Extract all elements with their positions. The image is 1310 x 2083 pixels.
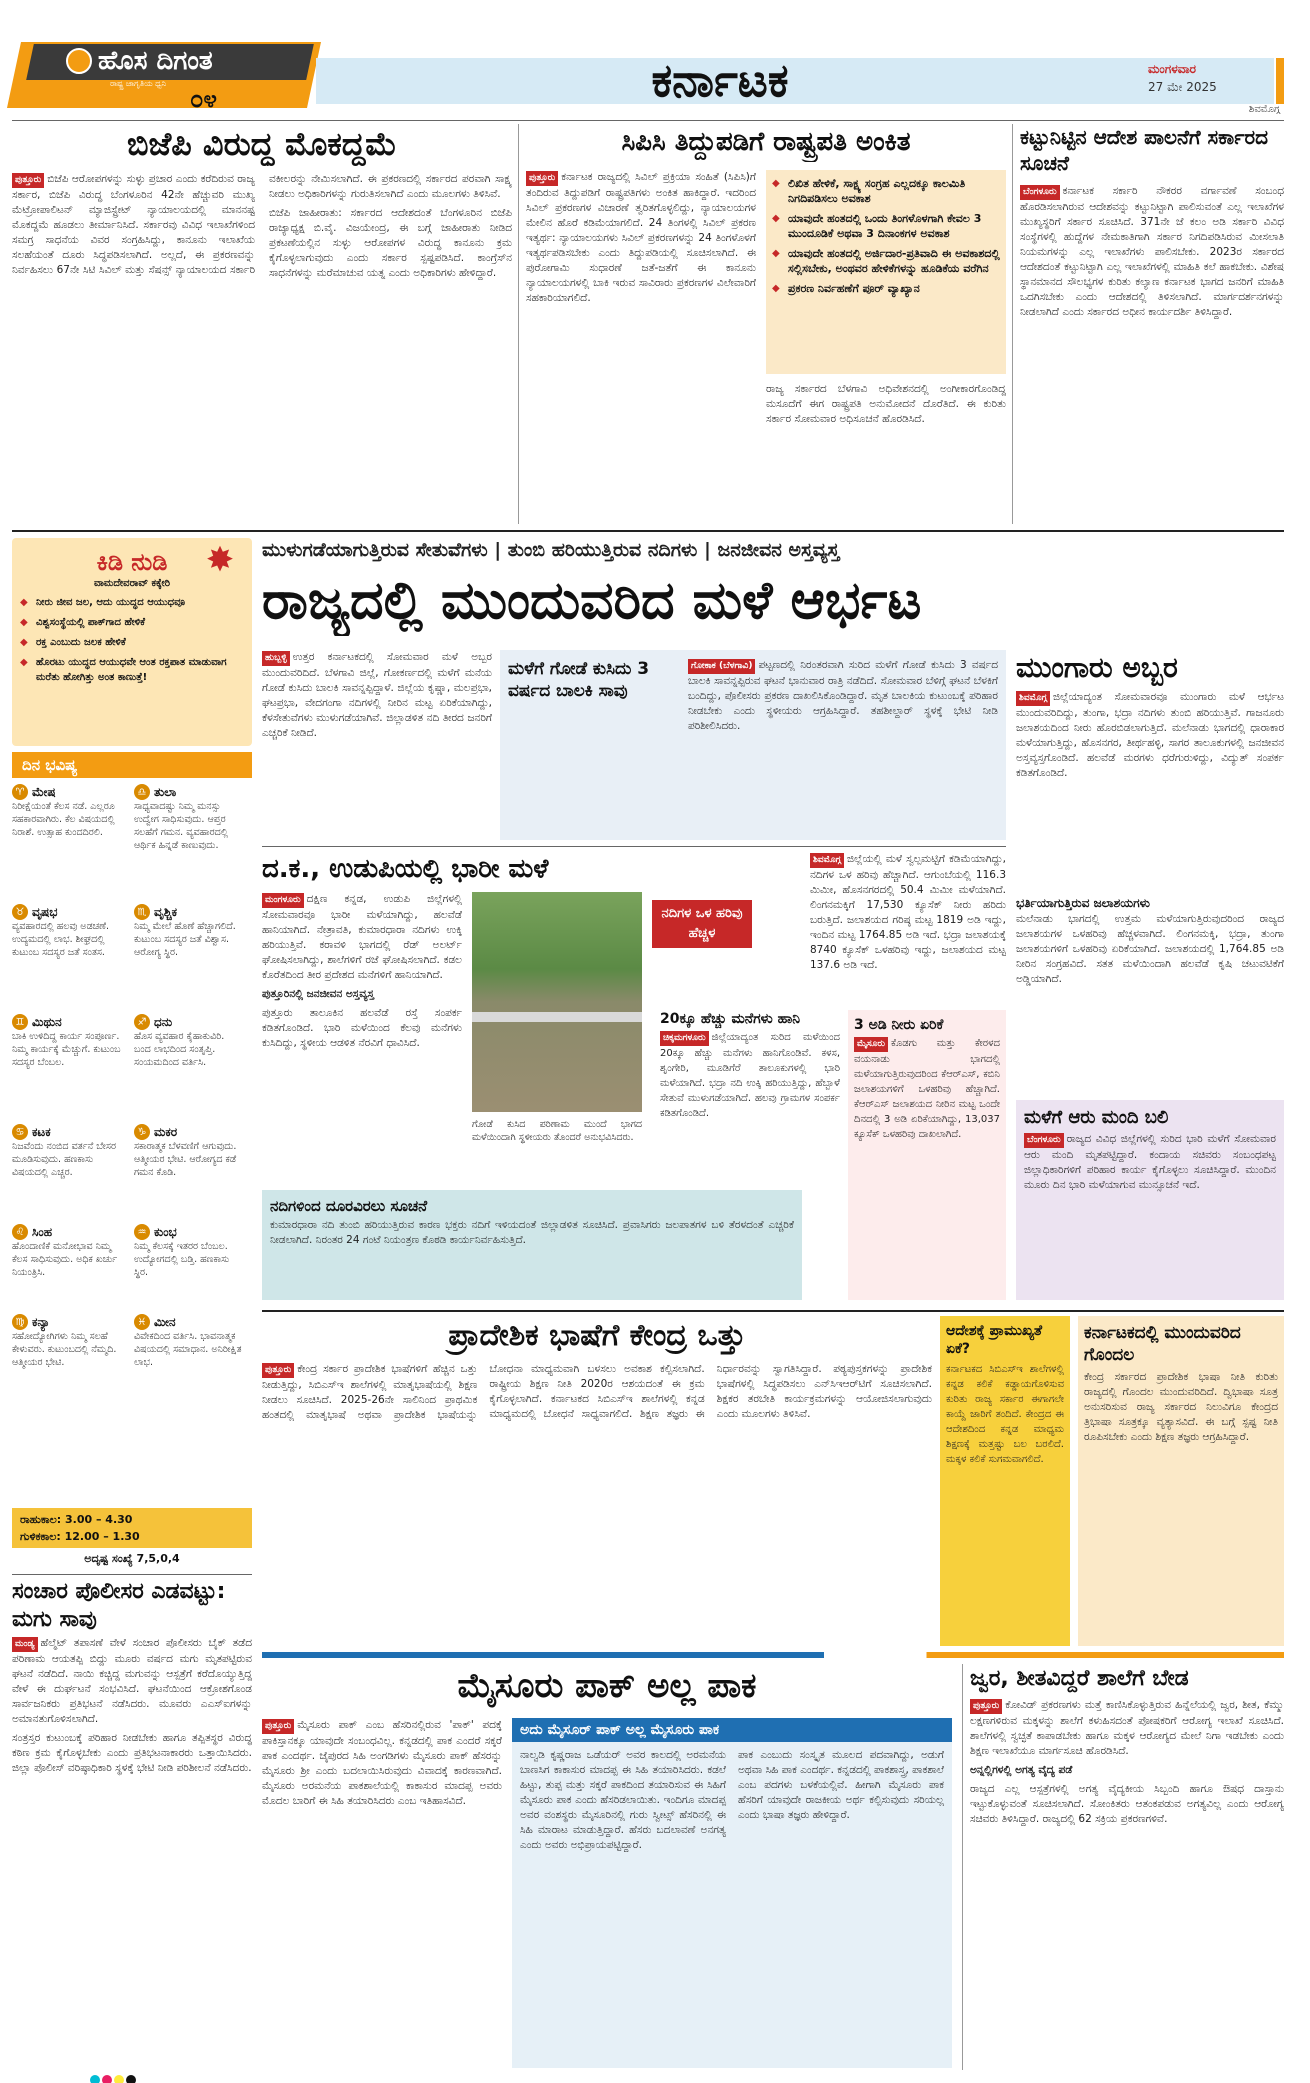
edition: ಶಿವಮೊಗ್ಗ: [1248, 104, 1280, 115]
story-bjp: [12, 124, 512, 524]
sign-mesha: ♈ ಮೇಷ ನಿರೀಕ್ಷೆಯಂತೆ ಕೆಲಸ ನಡೆ. ಎಲ್ಲರೂ ಸಹಕಾರವಾಗಿರು. ಕೆಲ ವಿಷಯದಲ್ಲಿ ನಿರಾಶೆ. ಉತ್ಸಾಹ ಕುಂದದಿರಲಿ.: [12, 784, 115, 838]
mysore-pak-box-title: ಅದು ಮೈಸೂರ್ ಪಾಕ್ ಅಲ್ಲ ಮೈಸೂರು ಪಾಕ: [512, 1718, 952, 1742]
gulikakala: ಗುಳಿಕಕಾಲ: 12.00 – 1.30: [20, 1530, 140, 1543]
traffic-body: ಮಂಡ್ಯ ಹೆಲ್ಮೆಟ್ ತಪಾಸಣೆ ವೇಳೆ ಸಂಚಾರ ಪೊಲೀಸರು ಬೈಕ್ ತಡೆದ ಪರಿಣಾಮ ಆಯತಪ್ಪಿ ಬಿದ್ದು ಮೂರು ವರ್ಷದ ಮಗು ಮೃತಪಟ್ಟಿರುವ ಘಟನೆ ನಡೆದಿದೆ. ನಾಯಿ ಕಚ್ಚಿದ್ದ ಮಗುವನ್ನು ಆಸ್ಪತ್ರೆಗೆ ಕರೆದೊಯ್ಯುತ್ತಿದ್ದ ವೇಳೆ ಈ ದುರ್ಘಟನೆ ಸಂಭವಿಸಿದೆ. ಘಟನೆಯಿಂದ ಆಕ್ರೋಶಗೊಂಡ ಸಾರ್ವಜನಿಕರು ಪ್ರತಿಭಟನೆ ನಡೆಸಿದರು. ಮೂವರು ಎಎಸ್‌ಐಗಳನ್ನು ಅಮಾನತುಗೊಳಿಸಲಾಗಿದೆ. ಸಂತ್ರಸ್ತರ ಕುಟುಂಬಕ್ಕೆ ಪರಿಹಾರ ನೀಡಬೇಕು ಹಾಗೂ ತಪ್ಪಿತಸ್ಥರ ವಿರುದ್ಧ ಕಠಿಣ ಕ್ರಮ ಕೈಗೊಳ್ಳಬೇಕು ಎಂದು ಪ್ರತಿಭಟನಾಕಾರರು ಒತ್ತಾಯಿಸಿದರು. ಜಿಲ್ಲಾ ಪೊಲೀಸ್ ವರಿಷ್ಠಾಧಿಕಾರಿ ಸ್ಥಳಕ್ಕೆ ಭೇಟಿ ನೀಡಿ ಪರಿಶೀಲನೆ ನಡೆಸಿದರು.: [12, 1637, 252, 1774]
kidi-item: ◆ ರಕ್ತ ಎಂಬುದು ಜಲಕ ಹೇಳಿಕೆ: [20, 635, 244, 650]
language-headline: ಪ್ರಾದೇಶಿಕ ಭಾಷೆಗೆ ಕೇಂದ್ರ ಒತ್ತು: [448, 1318, 746, 1353]
dateline: ಪುತ್ತೂರು: [12, 173, 44, 188]
kidi-item: ◆ ನೀರು ಜೀವ ಜಲ, ಆದು ಯುದ್ಧದ ಆಯುಧವೂ: [20, 595, 244, 610]
fever-body: ಪುತ್ತೂರು ಕೋವಿಡ್ ಪ್ರಕರಣಗಳು ಮತ್ತೆ ಕಾಣಿಸಿಕೊಳ್ಳುತ್ತಿರುವ ಹಿನ್ನೆಲೆಯಲ್ಲಿ ಜ್ವರ, ಶೀತ, ಕೆಮ್ಮು ಲಕ್ಷಣಗಳಿರುವ ಮಕ್ಕಳನ್ನು ಶಾಲೆಗೆ ಕಳುಹಿಸದಂತೆ ಪೋಷಕರಿಗೆ ಆರೋಗ್ಯ ಇಲಾಖೆ ಸೂಚಿಸಿದೆ. ಶಾಲೆಗಳಲ್ಲಿ ಸ್ವಚ್ಛತೆ ಕಾಪಾಡಬೇಕು ಹಾಗೂ ಮಕ್ಕಳ ಆರೋಗ್ಯದ ಮೇಲೆ ನಿಗಾ ಇಡಬೇಕು ಎಂದು ಶಿಕ್ಷಣ ಇಲಾಖೆಯೂ ಮಾರ್ಗಸೂಚಿ ಹೊರಡಿಸಿದೆ. ಅನ್ನಲ್ಲಿಗಳಲ್ಲಿ ಅಗತ್ಯ ವೈದ್ಯ ಪಡೆ ರಾಜ್ಯದ ಎಲ್ಲ ಆಸ್ಪತ್ರೆಗಳಲ್ಲಿ ಅಗತ್ಯ ವೈದ್ಯಕೀಯ ಸಿಬ್ಬಂದಿ ಹಾಗೂ ಔಷಧ ದಾಸ್ತಾನು ಇಟ್ಟುಕೊಳ್ಳುವಂತೆ ಸೂಚಿಸಲಾಗಿದೆ. ಸೋಂಕಿತರು ಆತಂಕಪಡುವ ಅಗತ್ಯವಿಲ್ಲ ಎಂದು ಆರೋಗ್ಯ ಸಚಿವರು ತಿಳಿಸಿದ್ದಾರೆ. ರಾಜ್ಯದಲ್ಲಿ 62 ಸಕ್ರಿಯ ಪ್ರಕರಣಗಳಿವೆ.: [970, 1699, 1284, 1825]
pisces-icon: ♓: [134, 1314, 150, 1330]
traffic-story: [12, 1578, 252, 2068]
masthead-accent-bar: [1276, 58, 1284, 104]
capricorn-icon: ♑: [134, 1124, 150, 1140]
story-cpc: [526, 124, 1006, 524]
bridge-shape: [472, 1012, 642, 1022]
river-notice-title: ನದಿಗಳಿಂದ ದೂರವಿರಲು ಸೂಚನೆ: [270, 1197, 428, 1215]
water-rise-title: 3 ಅಡಿ ನೀರು ಏರಿಕೆ: [854, 1017, 944, 1033]
spark-icon: ✸: [205, 540, 235, 580]
sign-kataka: ♋ ಕಟಕ ನಿಜವೆಂದು ನಂಬಿದ ವರ್ತನೆ ಬೇಸರ ಮೂಡಿಸುವುದು. ಹಣಕಾಸು ವಿಷಯದಲ್ಲಿ ಎಚ್ಚರ.: [12, 1124, 116, 1178]
language-sidebar-title: ಆದೇಶಕ್ಕೆ ಪ್ರಾಮುಖ್ಯತೆ ಏಕೆ?: [946, 1323, 1043, 1357]
language-sidebar-body: ಕರ್ನಾಟಕದ ಸಿಬಿಎಸ್‌ಇ ಶಾಲೆಗಳಲ್ಲಿ ಕನ್ನಡ ಕಲಿಕೆ ಕಡ್ಡಾಯಗೊಳಿಸುವ ಕುರಿತು ರಾಜ್ಯ ಸರ್ಕಾರ ಈಗಾಗಲೇ ಕಾಯ್ದೆ ಜಾರಿಗೆ ತಂದಿದೆ. ಕೇಂದ್ರದ ಈ ಆದೇಶದಿಂದ ಕನ್ನಡ ಮಾಧ್ಯಮ ಶಿಕ್ಷಣಕ್ಕೆ ಮತ್ತಷ್ಟು ಬಲ ಬರಲಿದೆ. ಮಕ್ಕಳ ಕಲಿಕೆ ಸುಗಮವಾಗಲಿದೆ.: [946, 1364, 1064, 1465]
mysore-pak-box-body: ನಾಲ್ವಡಿ ಕೃಷ್ಣರಾಜ ಒಡೆಯರ್ ಅವರ ಕಾಲದಲ್ಲಿ ಅರಮನೆಯ ಬಾಣಸಿಗ ಕಾಕಾಸುರ ಮಾದಪ್ಪ ಈ ಸಿಹಿ ತಯಾರಿಸಿದರು. ಕಡಲೆ ಹಿಟ್ಟು, ತುಪ್ಪ ಮತ್ತು ಸಕ್ಕರೆ ಪಾಕದಿಂದ ತಯಾರಿಸುವ ಈ ಸಿಹಿಗೆ ಮೈಸೂರು ಪಾಕ ಎಂದು ಹೆಸರಿಡಲಾಯಿತು. ಇಂದಿಗೂ ಮಾದಪ್ಪ ಅವರ ವಂಶಸ್ಥರು ಮೈಸೂರಿನಲ್ಲಿ ಗುರು ಸ್ವೀಟ್ಸ್ ಹೆಸರಿನಲ್ಲಿ ಈ ಸಿಹಿ ಮಾರಾಟ ಮಾಡುತ್ತಿದ್ದಾರೆ. ಹೆಸರು ಬದಲಾವಣೆ ಅನಗತ್ಯ ಎಂದು ಅವರು ಅಭಿಪ್ರಾಯಪಟ್ಟಿದ್ದಾರೆ. ಪಾಕ ಎಂಬುದು ಸಂಸ್ಕೃತ ಮೂಲದ ಪದವಾಗಿದ್ದು, ಅಡುಗೆ ಅಥವಾ ಸಿಹಿ ಪಾಕ ಎಂದರ್ಥ. ಕನ್ನಡದಲ್ಲಿ ಪಾಕಶಾಸ್ತ್ರ, ಪಾಕಶಾಲೆ ಎಂಬ ಪದಗಳು ಬಳಕೆಯಲ್ಲಿವೆ. ಹೀಗಾಗಿ ಮೈಸೂರು ಪಾಕ ಹೆಸರಿಗೆ ಯಾವುದೇ ರಾಜಕೀಯ ಅರ್ಥ ಕಲ್ಪಿಸುವುದು ಸರಿಯಲ್ಲ ಎಂದು ಭಾಷಾ ತಜ್ಞರು ಹೇಳಿದ್ದಾರೆ.: [520, 1749, 944, 1851]
language-sidebar: [940, 1316, 1070, 1646]
story-bjp-headline: ಬಿಜೆಪಿ ವಿರುದ್ಧ ಮೊಕದ್ದಮೆ: [126, 125, 398, 163]
sign-simha: ♌ ಸಿಂಹ ಹೊಂದಾಣಿಕೆ ಮನೋಭಾವ ನಿಮ್ಮ ಕೆಲಸ ಸಾಧಿಸುವುದು. ಅಧಿಕ ಖರ್ಚು ನಿಯಂತ್ರಿಸಿ.: [12, 1224, 118, 1278]
story-cpc-body-right: ರಾಜ್ಯ ಸರ್ಕಾರದ ಬೆಳಗಾವಿ ಅಧಿವೇಶನದಲ್ಲಿ ಅಂಗೀಕಾರಗೊಂಡಿದ್ದ ಮಸೂದೆಗೆ ಈಗ ರಾಷ್ಟ್ರಪತಿ ಅನುಮೋದನೆ ದೊರೆತಿದೆ. ಈ ಕುರಿತು ಸರ್ಕಾರ ಸೋಮವಾರ ಅಧಿಸೂಚನೆ ಹೊರಡಿಸಿದೆ.: [766, 383, 1006, 425]
kidi-nudi-title: ಕಿಡಿ ನುಡಿ: [96, 548, 168, 576]
inset-wall-body: ಗೋಕಾಕ (ಬೆಳಗಾವಿ) ಪಟ್ಟಣದಲ್ಲಿ ನಿರಂತರವಾಗಿ ಸುರಿದ ಮಳೆಗೆ ಗೋಡೆ ಕುಸಿದು 3 ವರ್ಷದ ಬಾಲಕಿ ಸಾವನ್ನಪ್ಪಿರುವ ಘಟನೆ ಭಾನುವಾರ ರಾತ್ರಿ ನಡೆದಿದೆ. ಸೋಮವಾರ ಬೆಳಿಗ್ಗೆ ಘಟನೆ ಬೆಳಕಿಗೆ ಬಂದಿದ್ದು, ಪೊಲೀಸರು ಪ್ರಕರಣ ದಾಖಲಿಸಿಕೊಂಡಿದ್ದಾರೆ. ಮೃತ ಬಾಲಕಿಯ ಕುಟುಂಬಕ್ಕೆ ಪರಿಹಾರ ನೀಡಬೇಕು ಎಂದು ಸ್ಥಳೀಯರು ಆಗ್ರಹಿಸಿದ್ದಾರೆ. ತಹಶೀಲ್ದಾರ್ ಸ್ಥಳಕ್ಕೆ ಭೇಟಿ ನೀಡಿ ಪರಿಶೀಲಿಸಿದರು.: [688, 659, 998, 732]
aquarius-icon: ♒: [134, 1224, 150, 1240]
sign-kumbha: ♒ ಕುಂಭ ನಿಮ್ಮ ಕೆಲಸಕ್ಕೆ ಇತರರ ಬೆಂಬಲ. ಉದ್ಯೋಗದಲ್ಲಿ ಬಡ್ತಿ. ಹಣಕಾಸು ಸ್ಥಿರ.: [134, 1224, 230, 1278]
horoscope-title: ದಿನ ಭವಿಷ್ಯ: [22, 756, 78, 774]
lucky-number: ಅದೃಷ್ಟ ಸಂಖ್ಯೆ 7,5,0,4: [84, 1552, 180, 1565]
scorpio-icon: ♏: [134, 904, 150, 920]
deaths-title: ಮಳೆಗೆ ಆರು ಮಂದಿ ಬಲಿ: [1024, 1107, 1169, 1128]
kidi-nudi-byline: ವಾಮದೇವರಾವ್ ಕಕ್ಕೇರಿ: [93, 578, 171, 589]
language-story: [262, 1316, 932, 1646]
story-order-body: ಬೆಂಗಳೂರು ಕರ್ನಾಟಕ ಸರ್ಕಾರಿ ನೌಕರರ ವರ್ಗಾವಣೆ ಸಂಬಂಧ ಹೊರಡಿಸಲಾಗಿರುವ ಆದೇಶವನ್ನು ಕಟ್ಟುನಿಟ್ಟಾಗಿ ಪಾಲಿಸುವಂತೆ ಎಲ್ಲ ಇಲಾಖೆಗಳ ಮುಖ್ಯಸ್ಥರಿಗೆ ಸರ್ಕಾರ ಸೂಚಿಸಿದೆ. 371ನೇ ಜೆ ಕಲಂ ಅಡಿ ಸರ್ಕಾರಿ ವಿವಿಧ ಸಂಸ್ಥೆಗಳಲ್ಲಿ ಹುದ್ದೆಗಳ ನೇಮಕಾತಿಗಾಗಿ ಸರ್ಕಾರ ನಿಗದಿಪಡಿಸಿರುವ ಮೀಸಲಾತಿ ನಿಯಮಗಳನ್ನು ಎಲ್ಲ ಇಲಾಖೆಗಳು ಪಾಲಿಸಬೇಕು. 2023ರ ಸರ್ಕಾರದ ಆದೇಶದಂತೆ ಕಟ್ಟುನಿಟ್ಟಾಗಿ ಎಲ್ಲ ಇಲಾಖೆಗಳಲ್ಲಿ ಮಾಹಿತಿ ಕಲೆ ಹಾಕಬೇಕು. ವಿಶೇಷ ಸ್ಥಾನಮಾನದ ಸೌಲಭ್ಯಗಳ ಕುರಿತು ಕಲ್ಯಾಣ ಕರ್ನಾಟಕ ಭಾಗದ ಜನರಿಗೆ ಮಾಹಿತಿ ಒದಗಿಸಬೇಕು ಎಂದು ಆದೇಶದಲ್ಲಿ ತಿಳಿಸಲಾಗಿದೆ. ಮಾರ್ಗದರ್ಶನಗಳನ್ನು ನೀಡಲಾಗಿದೆ ಎಂದು ಸರ್ಕಾರದ ಅಧೀನ ಕಾರ್ಯದರ್ಶಿ ತಿಳಿಸಿದ್ದಾರೆ.: [1020, 185, 1284, 318]
confusion-title: ಕರ್ನಾಟಕದಲ್ಲಿ ಮುಂದುವರಿದ ಗೊಂದಲ: [1084, 1323, 1241, 1365]
houses-damaged: [660, 1010, 840, 1300]
section-title: ಕರ್ನಾಟಕ: [651, 53, 789, 107]
mysore-pak-body: ಪುತ್ತೂರು ಮೈಸೂರು ಪಾಕ್ ಎಂಬ ಹೆಸರಿನಲ್ಲಿರುವ 'ಪಾಕ್' ಪದಕ್ಕೆ ಪಾಕಿಸ್ತಾನಕ್ಕೂ ಯಾವುದೇ ಸಂಬಂಧವಿಲ್ಲ. ಕನ್ನಡದಲ್ಲಿ ಪಾಕ ಎಂದರೆ ಸಕ್ಕರೆ ಪಾಕ ಎಂದರ್ಥ. ಜೈಪುರದ ಸಿಹಿ ಅಂಗಡಿಗಳು ಮೈಸೂರು ಪಾಕ್ ಹೆಸರನ್ನು ಮೈಸೂರು ಶ್ರೀ ಎಂದು ಬದಲಾಯಿಸಿರುವುದು ವಿವಾದಕ್ಕೆ ಕಾರಣವಾಗಿದೆ. ಮೈಸೂರು ಅರಮನೆಯ ಪಾಕಶಾಲೆಯಲ್ಲಿ ಕಾಕಾಸುರ ಮಾದಪ್ಪ ಅವರು ಮೊದಲ ಬಾರಿಗೆ ಈ ಸಿಹಿ ತಯಾರಿಸಿದರು ಎಂಬ ಇತಿಹಾಸವಿದೆ.: [262, 1719, 502, 1807]
horoscope-grid: [12, 784, 252, 1374]
sign-kanya: ♍ ಕನ್ಯಾ ಸಹೋದ್ಯೋಗಿಗಳು ನಿಮ್ಮ ಸಲಹೆ ಕೇಳುವರು. ಕುಟುಂಬದಲ್ಲಿ ನೆಮ್ಮದಿ. ಆತ್ಮೀಯರ ಭೇಟಿ.: [12, 1314, 117, 1368]
cpc-highlight: ◆ ಲಿಖಿತ ಹೇಳಿಕೆ, ಸಾಕ್ಷ್ಯ ಸಂಗ್ರಹ ಎಲ್ಲದಕ್ಕೂ ಕಾಲಮಿತಿ ನಿಗದಿಪಡಿಸಲು ಅವಕಾಶ: [772, 176, 1000, 206]
kidi-item: ◆ ವಿಶ್ವಸಂಸ್ಥೆಯಲ್ಲಿ ಪಾಕ್‌ಗಾದ ಹೇಳಿಕೆ: [20, 615, 244, 630]
traffic-headline: ಸಂಚಾರ ಪೊಲೀಸರ ಎಡವಟ್ಟು: ಮಗು ಸಾವು: [12, 1579, 226, 1632]
horoscope-header: [12, 752, 252, 778]
story-bjp-body: ಪುತ್ತೂರು ಬಿಜೆಪಿ ಆರೋಪಗಳನ್ನು ಸುಳ್ಳು ಪ್ರಚಾರ ಎಂದು ಕರೆದಿರುವ ರಾಜ್ಯ ಸರ್ಕಾರ, ಬಿಜೆಪಿ ವಿರುದ್ಧ ಬೆಂಗಳೂರಿನ 42ನೇ ಹೆಚ್ಚುವರಿ ಮುಖ್ಯ ಮೆಟ್ರೋಪಾಲಿಟನ್ ಮ್ಯಾಜಿಸ್ಟ್ರೇಟ್ ನ್ಯಾಯಾಲಯದಲ್ಲಿ ಮಾನನಷ್ಟ ಮೊಕದ್ದಮೆ ಹೂಡಲು ತೀರ್ಮಾನಿಸಿದೆ. ಸರ್ಕಾರವು ವಿವಿಧ ಇಲಾಖೆಗಳಿಂದ ಸಮಗ್ರ ಸಾಧನೆಯ ವಿವರ ಸಂಗ್ರಹಿಸಿದ್ದು, ಕಾನೂನು ಇಲಾಖೆಯ ಸಲಹೆಯಂತೆ ದೂರು ಸಿದ್ಧಪಡಿಸಲಾಗಿದೆ. ಅಲ್ಲದೆ, ಈ ಪ್ರಕರಣವನ್ನು ನಿರ್ವಹಿಸಲು 67ನೇ ಸಿಟಿ ಸಿವಿಲ್ ಮತ್ತು ಸೆಷನ್ಸ್ ನ್ಯಾಯಾಲಯದ ಸರ್ಕಾರಿ ವಕೀಲರನ್ನು ನೇಮಿಸಲಾಗಿದೆ. ಈ ಪ್ರಕರಣದಲ್ಲಿ ಸರ್ಕಾರದ ಪರವಾಗಿ ಸಾಕ್ಷ್ಯ ನೀಡಲು ಅಧಿಕಾರಿಗಳನ್ನು ಗುರುತಿಸಲಾಗಿದೆ ಎಂದು ಮೂಲಗಳು ತಿಳಿಸಿವೆ. ಬಿಜೆಪಿ ಜಾಹೀರಾತು: ಸರ್ಕಾರದ ಆದೇಶದಂತೆ ಬೆಂಗಳೂರಿನ ಬಿಜೆಪಿ ರಾಜ್ಯಾಧ್ಯಕ್ಷ ಬಿ.ವೈ. ವಿಜಯೇಂದ್ರ, ಈ ಬಗ್ಗೆ ಜಾಹೀರಾತು ನೀಡಿದ ಪ್ರಕಟಣೆಯಲ್ಲಿನ ಸುಳ್ಳು ಆರೋಪಗಳ ವಿರುದ್ಧ ಕಾನೂನು ಕ್ರಮ ಕೈಗೊಳ್ಳಲಾಗುವುದು ಎಂದು ಸರ್ಕಾರ ಸ್ಪಷ್ಟಪಡಿಸಿದೆ. ಕಾಂಗ್ರೆಸ್‌ನ ಸಾಧನೆಗಳನ್ನು ಮರೆಮಾಚುವ ಯತ್ನ ಎಂದು ಅಧಿಕಾರಿಗಳು ಹೇಳಿದ್ದಾರೆ.: [12, 173, 512, 279]
cpc-highlight: ◆ ಯಾವುದೇ ಹಂತದಲ್ಲಿ ಅರ್ಜಿದಾರ-ಪ್ರತಿವಾದಿ ಈ ಅವಕಾಶದಲ್ಲಿ ಸಲ್ಲಿಸಬೇಕು, ಅಂಥವರ ಹೇಳಿಕೆಗಳನ್ನು ಹೂಡಿಕೆಯ ವರೆಗಿನ: [772, 246, 1000, 276]
sign-makara: ♑ ಮಕರ ಸಕಾರಾತ್ಮಕ ಬೆಳವಣಿಗೆ ಆಗುವುದು. ಆತ್ಮೀಯರ ಭೇಟಿ. ಆರೋಗ್ಯದ ಕಡೆ ಗಮನ ಕೊಡಿ.: [134, 1124, 237, 1178]
cpc-highlights-box: [766, 170, 1006, 374]
water-rise-box: [848, 1010, 1006, 1300]
sign-meena: ♓ ಮೀನ ವಿವೇಕದಿಂದ ವರ್ತಿಸಿ. ಭಾವನಾತ್ಮಕ ವಿಷಯದಲ್ಲಿ ಸಮಾಧಾನ. ಅನಿರೀಕ್ಷಿತ ಲಾಭ.: [134, 1314, 242, 1368]
inset-wall-title: ಮಳೆಗೆ ಗೋಡೆ ಕುಸಿದು 3 ವರ್ಷದ ಬಾಲಕಿ ಸಾವು: [508, 659, 650, 701]
gemini-icon: ♊: [12, 1014, 28, 1030]
logo-text: ಹೊಸ ದಿಗಂತ: [98, 46, 213, 76]
logo-emblem-icon: [66, 48, 92, 74]
sign-vrishabha: ♉ ವೃಷಭ ವ್ಯವಹಾರದಲ್ಲಿ ಹಲವು ಅಡಚಣೆ. ಉದ್ಯಮದಲ್ಲಿ ಲಾಭ. ಶೀಘ್ರದಲ್ಲಿ ಕುಟುಂಬ ಸದಸ್ಯರ ಜತೆ ಸಂತಸ.: [12, 904, 110, 958]
confusion-box: [1078, 1316, 1284, 1646]
monsoon-story: [1016, 650, 1284, 1080]
kidi-item: ◆ ಹೊರಟು ಯುದ್ಧದ ಆಯುಧವೇ ಆಂತ ರಕ್ತಪಾತ ಮಾಡುವಾಗ ಮರೆತು ಹೋಗಿತ್ತು ಅಂತ ಕಾಣುತ್ತೆ!: [20, 655, 244, 685]
shivamogga-body: ಶಿವಮೊಗ್ಗ ಜಿಲ್ಲೆಯಲ್ಲಿ ಮಳೆ ಸ್ವಲ್ಪಮಟ್ಟಿಗೆ ಕಡಿಮೆಯಾಗಿದ್ದು, ನದಿಗಳ ಒಳ ಹರಿವು ಹೆಚ್ಚಾಗಿದೆ. ಆಗುಂಬೆಯಲ್ಲಿ 116.3 ಮಿಮೀ, ಹೊಸನಗರದಲ್ಲಿ 50.4 ಮಿಮೀ ಮಳೆಯಾಗಿದೆ. ಲಿಂಗನಮಕ್ಕಿಗೆ 17,530 ಕ್ಯೂಸೆಕ್ ನೀರು ಹರಿದು ಬರುತ್ತಿದೆ. ಜಲಾಶಯದ ಗರಿಷ್ಠ ಮಟ್ಟ 1819 ಅಡಿ ಇದ್ದು, ಇಂದಿನ ಮಟ್ಟ 1764.85 ಅಡಿ ಇದೆ. ಭದ್ರಾ ಜಲಾಶಯಕ್ಕೆ 8740 ಕ್ಯೂಸೆಕ್ ಒಳಹರಿವು ಇದ್ದು, ಜಲಾಶಯದ ಮಟ್ಟ 137.6 ಅಡಿ ಇದೆ.: [810, 853, 1006, 971]
mysore-pak-box: [512, 1718, 952, 2068]
aries-icon: ♈: [12, 784, 28, 800]
monsoon-title: ಮುಂಗಾರು ಅಬ್ಬರ: [1016, 651, 1178, 684]
inflow-badge: [652, 900, 752, 948]
color-strip: [262, 1652, 1284, 1658]
lead-strap: ಮುಳುಗಡೆಯಾಗುತ್ತಿರುವ ಸೇತುವೆಗಳು | ತುಂಬಿ ಹರಿಯುತ್ತಿರುವ ನದಿಗಳು | ಜನಜೀವನ ಅಸ್ತವ್ಯಸ್ತ: [262, 539, 840, 561]
story-cpc-headline: ಸಿಪಿಸಿ ತಿದ್ದುಪಡಿಗೆ ರಾಷ್ಟ್ರಪತಿ ಅಂಕಿತ: [621, 127, 911, 157]
page-number: ೦೪: [190, 85, 217, 113]
story-order-headline: ಕಟ್ಟುನಿಟ್ಟಿನ ಆದೇಶ ಪಾಲನೆಗೆ ಸರ್ಕಾರದ ಸೂಚನೆ: [1020, 125, 1269, 175]
mysore-pak-story: [262, 1664, 952, 2070]
masthead: [0, 0, 1310, 118]
sagittarius-icon: ♐: [134, 1014, 150, 1030]
sign-vrischika: ♏ ವೃಶ್ಚಿಕ ನಿಮ್ಮ ಮೇಲೆ ಹೊಣೆ ಹೆಚ್ಚಾಗಲಿದೆ. ಕುಟುಂಬ ಸದಸ್ಯರ ಜತೆ ವಿಶ್ವಾಸ. ಆರೋಗ್ಯ ಸ್ಥಿರ.: [134, 904, 236, 958]
udupi-body: ಮಂಗಳೂರು ದಕ್ಷಿಣ ಕನ್ನಡ, ಉಡುಪಿ ಜಿಲ್ಲೆಗಳಲ್ಲಿ ಸೋಮವಾರವೂ ಭಾರೀ ಮಳೆಯಾಗಿದ್ದು, ಹಲವೆಡೆ ಹಾನಿಯಾಗಿದೆ. ನೇತ್ರಾವತಿ, ಕುಮಾರಧಾರಾ ನದಿಗಳು ಉಕ್ಕಿ ಹರಿಯುತ್ತಿವೆ. ಕರಾವಳಿ ಭಾಗದಲ್ಲಿ ರೆಡ್ ಅಲರ್ಟ್ ಘೋಷಿಸಲಾಗಿದ್ದು, ಶಾಲೆಗಳಿಗೆ ರಜೆ ಘೋಷಿಸಲಾಗಿದೆ. ಕಡಲ ಕೊರೆತದಿಂದ ತೀರ ಪ್ರದೇಶದ ಮನೆಗಳಿಗೆ ಹಾನಿಯಾಗಿದೆ. ಪುತ್ತೂರಿನಲ್ಲಿ ಜನಜೀವನ ಅಸ್ತವ್ಯಸ್ತ ಪುತ್ತೂರು ತಾಲೂಕಿನ ಹಲವೆಡೆ ರಸ್ತೆ ಸಂಪರ್ಕ ಕಡಿತಗೊಂಡಿದೆ. ಭಾರಿ ಮಳೆಯಿಂದ ಕೆಲವು ಮನೆಗಳು ಕುಸಿದಿದ್ದು, ಸ್ಥಳೀಯ ಆಡಳಿತ ನೆರವಿಗೆ ಧಾವಿಸಿದೆ.: [262, 893, 462, 1049]
reservoirs-subhead: ಭರ್ತಿಯಾಗುತ್ತಿರುವ ಜಲಾಶಯಗಳು: [1016, 896, 1150, 910]
rahukala-box: [12, 1508, 252, 1548]
weekday: ಮಂಗಳವಾರ: [1148, 62, 1197, 76]
cancer-icon: ♋: [12, 1124, 28, 1140]
river-notice-body: ಕುಮಾರಧಾರಾ ನದಿ ತುಂಬಿ ಹರಿಯುತ್ತಿರುವ ಕಾರಣ ಭಕ್ತರು ನದಿಗೆ ಇಳಿಯದಂತೆ ಜಿಲ್ಲಾಡಳಿತ ಸೂಚಿಸಿದೆ. ಪ್ರವಾಸಿಗರು ಜಲಪಾತಗಳ ಬಳಿ ತೆರಳದಂತೆ ಎಚ್ಚರಿಕೆ ನೀಡಲಾಗಿದೆ. ನಿರಂತರ 24 ಗಂಟೆ ನಿಯಂತ್ರಣ ಕೊಠಡಿ ಕಾರ್ಯನಿರ್ವಹಿಸುತ್ತಿದೆ.: [270, 1219, 794, 1246]
lead-headline: ರಾಜ್ಯದಲ್ಲಿ ಮುಂದುವರಿದ ಮಳೆ ಆರ್ಭಟ: [262, 571, 922, 631]
language-body: ಪುತ್ತೂರು ಕೇಂದ್ರ ಸರ್ಕಾರ ಪ್ರಾದೇಶಿಕ ಭಾಷೆಗಳಿಗೆ ಹೆಚ್ಚಿನ ಒತ್ತು ನೀಡುತ್ತಿದ್ದು, ಸಿಬಿಎಸ್‌ಇ ಶಾಲೆಗಳಲ್ಲಿ ಮಾತೃಭಾಷೆಯಲ್ಲಿ ಶಿಕ್ಷಣ ನೀಡಲು ಸೂಚಿಸಿದೆ. 2025-26ನೇ ಸಾಲಿನಿಂದ ಪ್ರಾಥಮಿಕ ಹಂತದಲ್ಲಿ ಮಾತೃಭಾಷೆ ಅಥವಾ ಪ್ರಾದೇಶಿಕ ಭಾಷೆಯನ್ನು ಬೋಧನಾ ಮಾಧ್ಯಮವಾಗಿ ಬಳಸಲು ಅವಕಾಶ ಕಲ್ಪಿಸಲಾಗಿದೆ. ರಾಷ್ಟ್ರೀಯ ಶಿಕ್ಷಣ ನೀತಿ 2020ರ ಆಶಯದಂತೆ ಈ ಕ್ರಮ ಕೈಗೊಳ್ಳಲಾಗಿದೆ. ಕರ್ನಾಟಕದ ಸಿಬಿಎಸ್‌ಇ ಶಾಲೆಗಳಲ್ಲಿ ಕನ್ನಡ ಮಾಧ್ಯಮದಲ್ಲಿ ಬೋಧನೆ ಸಾಧ್ಯವಾಗಲಿದೆ. ಶಿಕ್ಷಣ ತಜ್ಞರು ಈ ನಿರ್ಧಾರವನ್ನು ಸ್ವಾಗತಿಸಿದ್ದಾರೆ. ಪಠ್ಯಪುಸ್ತಕಗಳನ್ನು ಪ್ರಾದೇಶಿಕ ಭಾಷೆಗಳಲ್ಲಿ ಸಿದ್ಧಪಡಿಸಲು ಎನ್‌ಸಿಇಆರ್‌ಟಿಗೆ ಸೂಚಿಸಲಾಗಿದೆ. ಶಿಕ್ಷಕರ ತರಬೇತಿ ಕಾರ್ಯಕ್ರಮಗಳನ್ನು ಆಯೋಜಿಸಲಾಗುವುದು ಎಂದು ಮೂಲಗಳು ತಿಳಿಸಿವೆ.: [262, 1363, 932, 1421]
story-cpc-body-left: ಪುತ್ತೂರು ಕರ್ನಾಟಕ ರಾಜ್ಯದಲ್ಲಿ ಸಿವಿಲ್ ಪ್ರಕ್ರಿಯಾ ಸಂಹಿತೆ (ಸಿಪಿಸಿ)ಗೆ ತಂದಿರುವ ತಿದ್ದುಪಡಿಗೆ ರಾಷ್ಟ್ರಪತಿಗಳು ಅಂಕಿತ ಹಾಕಿದ್ದಾರೆ. ಇದರಿಂದ ಸಿವಿಲ್ ಪ್ರಕರಣಗಳ ವಿಚಾರಣೆ ತ್ವರಿತಗೊಳ್ಳಲಿದ್ದು, ನ್ಯಾಯಾಲಯಗಳ ಮೇಲಿನ ಹೊರೆ ಕಡಿಮೆಯಾಗಲಿದೆ. 24 ತಿಂಗಳಲ್ಲಿ ಸಿವಿಲ್ ಪ್ರಕರಣ ಇತ್ಯರ್ಥ: ನ್ಯಾಯಾಲಯಗಳು ಸಿವಿಲ್ ಪ್ರಕರಣಗಳನ್ನು 24 ತಿಂಗಳೊಳಗೆ ಇತ್ಯರ್ಥಪಡಿಸಬೇಕು ಎಂದು ತಿದ್ದುಪಡಿಯಲ್ಲಿ ಸೂಚಿಸಲಾಗಿದೆ. ಈ ಪುರೋಗಾಮಿ ಸುಧಾರಣೆ ಜತೆ-ಜತೆಗೆ ಈ ಕಾನೂನು ನ್ಯಾಯಾಲಯಗಳಲ್ಲಿ ಬಾಕಿ ಇರುವ ಸಾವಿರಾರು ಪ್ರಕರಣಗಳ ವಿಲೇವಾರಿಗೆ ಸಹಕಾರಿಯಾಗಲಿದೆ.: [526, 171, 756, 304]
houses-title: 20ಕ್ಕೂ ಹೆಚ್ಚು ಮನೆಗಳು ಹಾನಿ: [660, 1011, 801, 1027]
water-rise-body: ಮೈಸೂರು ಕೊಡಗು ಮತ್ತು ಕೇರಳದ ವಯನಾಡು ಭಾಗದಲ್ಲಿ ಮಳೆಯಾಗುತ್ತಿರುವುದರಿಂದ ಕೆಆರ್‌ಎಸ್, ಕಬಿನಿ ಜಲಾಶಯಗಳಿಗೆ ಒಳಹರಿವು ಹೆಚ್ಚಾಗಿದೆ. ಕೆಆರ್‌ಎಸ್ ಜಲಾಶಯದ ನೀರಿನ ಮಟ್ಟ ಒಂದೇ ದಿನದಲ್ಲಿ 3 ಅಡಿ ಏರಿಕೆಯಾಗಿದ್ದು, 13,037 ಕ್ಯೂಸೆಕ್ ಒಳಹರಿವು ದಾಖಲಾಗಿದೆ.: [854, 1038, 1000, 1140]
monsoon-body: ಶಿವಮೊಗ್ಗ ಜಿಲ್ಲೆಯಾದ್ಯಂತ ಸೋಮವಾರವೂ ಮುಂಗಾರು ಮಳೆ ಆರ್ಭಟ ಮುಂದುವರಿದಿದ್ದು, ತುಂಗಾ, ಭದ್ರಾ ನದಿಗಳು ತುಂಬಿ ಹರಿಯುತ್ತಿವೆ. ಗಾಜನೂರು ಜಲಾಶಯದಿಂದ ನೀರು ಹೊರಬಿಡಲಾಗುತ್ತಿದೆ. ಮಲೆನಾಡು ಭಾಗದಲ್ಲಿ ಧಾರಾಕಾರ ಮಳೆಯಾಗುತ್ತಿದ್ದು, ಹೊಸನಗರ, ತೀರ್ಥಹಳ್ಳಿ, ಸಾಗರ ತಾಲೂಕುಗಳಲ್ಲಿ ಜನಜೀವನ ಅಸ್ತವ್ಯಸ್ತಗೊಂಡಿದೆ. ಹಲವೆಡೆ ಮರಗಳು ಧರೆಗುರುಳಿದ್ದು, ವಿದ್ಯುತ್ ಸಂಪರ್ಕ ಕಡಿತಗೊಂಡಿದೆ.: [1016, 691, 1284, 779]
sign-mithuna: ♊ ಮಿಥುನ ಬಾಕಿ ಉಳಿದಿದ್ದ ಕಾರ್ಯ ಸಂಪೂರ್ಣ. ನಿಮ್ಮ ಕಾರ್ಯಕ್ಕೆ ಮೆಚ್ಚುಗೆ. ಕುಟುಂಬ ಸದಸ್ಯರ ಬೆಂಬಲ.: [12, 1014, 121, 1068]
inset-wall-collapse: [500, 650, 1006, 840]
fever-story: [970, 1664, 1284, 2070]
rahukala: ರಾಹುಕಾಲ: 3.00 – 4.30: [20, 1513, 133, 1526]
reservoirs-body: ಮಲೆನಾಡು ಭಾಗದಲ್ಲಿ ಉತ್ತಮ ಮಳೆಯಾಗುತ್ತಿರುವುದರಿಂದ ರಾಜ್ಯದ ಜಲಾಶಯಗಳ ಒಳಹರಿವು ಹೆಚ್ಚಳವಾಗಿದೆ. ಲಿಂಗನಮಕ್ಕಿ, ಭದ್ರಾ, ತುಂಗಾ ಜಲಾಶಯಗಳಿಗೆ ಒಳಹರಿವು ಏರಿಕೆಯಾಗಿದೆ. ಜಲಾಶಯದಲ್ಲಿ 1,764.85 ಅಡಿ ನೀರಿನ ಸಂಗ್ರಹವಿದೆ. ಸತತ ಮಳೆಯಿಂದಾಗಿ ಹಲವೆಡೆ ಕೃಷಿ ಚಟುವಟಿಕೆಗೆ ಅಡ್ಡಿಯಾಗಿದೆ.: [1016, 913, 1284, 985]
logo-tagline: ರಾಷ್ಟ್ರ ಜಾಗೃತಿಯ ಧ್ವನಿ: [110, 79, 167, 88]
story-order: [1020, 124, 1284, 524]
houses-body: ಚಿಕ್ಕಮಗಳೂರು ಜಿಲ್ಲೆಯಾದ್ಯಂತ ಸುರಿದ ಮಳೆಯಿಂದ 20ಕ್ಕೂ ಹೆಚ್ಚು ಮನೆಗಳು ಹಾನಿಗೊಂಡಿವೆ. ಕಳಸ, ಶೃಂಗೇರಿ, ಮೂಡಿಗೆರೆ ತಾಲೂಕುಗಳಲ್ಲಿ ಭಾರಿ ಮಳೆಯಾಗಿದೆ. ಭದ್ರಾ ನದಿ ಉಕ್ಕಿ ಹರಿಯುತ್ತಿದ್ದು, ಹೆಬ್ಬಾಳೆ ಸೇತುವೆ ಮುಳುಗಡೆಯಾಗಿದೆ. ಹಲವು ಗ್ರಾಮಗಳ ಸಂಪರ್ಕ ಕಡಿತಗೊಂಡಿದೆ.: [660, 1032, 840, 1119]
cpc-highlight: ◆ ಯಾವುದೇ ಹಂತದಲ್ಲಿ ಒಂದು ತಿಂಗಳೊಳಗಾಗಿ ಕೇವಲ 3 ಮುಂದೂಡಿಕೆ ಅಥವಾ 3 ದಿನಾಂಕಗಳ ಅವಕಾಶ: [772, 211, 1000, 241]
confusion-body: ಕೇಂದ್ರ ಸರ್ಕಾರದ ಪ್ರಾದೇಶಿಕ ಭಾಷಾ ನೀತಿ ಕುರಿತು ರಾಜ್ಯದಲ್ಲಿ ಗೊಂದಲ ಮುಂದುವರಿದಿದೆ. ದ್ವಿಭಾಷಾ ಸೂತ್ರ ಅನುಸರಿಸುವ ರಾಜ್ಯ ಸರ್ಕಾರದ ನಿಲುವಿಗೂ ಕೇಂದ್ರದ ತ್ರಿಭಾಷಾ ಸೂತ್ರಕ್ಕೂ ವ್ಯತ್ಯಾಸವಿದೆ. ಈ ಬಗ್ಗೆ ಸ್ಪಷ್ಟ ನೀತಿ ರೂಪಿಸಬೇಕು ಎಂದು ಶಿಕ್ಷಣ ತಜ್ಞರು ಆಗ್ರಹಿಸಿದ್ದಾರೆ.: [1084, 1371, 1278, 1443]
leo-icon: ♌: [12, 1224, 28, 1240]
sign-dhanu: ♐ ಧನು ಹೊಸ ವ್ಯವಹಾರ ಕೈಹಾಕುವಿರಿ. ಬಂದ ಲಾಭದಿಂದ ಸಂತೃಪ್ತಿ. ಸಂಯಮದಿಂದ ವರ್ತಿಸಿ.: [134, 1014, 225, 1068]
lead-col1: ಹುಬ್ಬಳ್ಳಿ ಉತ್ತರ ಕರ್ನಾಟಕದಲ್ಲಿ ಸೋಮವಾರ ಮಳೆ ಅಬ್ಬರ ಮುಂದುವರಿದಿದೆ. ಬೆಳಗಾವಿ ಜಿಲ್ಲೆ, ಗೋಕರ್ಣದಲ್ಲಿ ಮಳೆಗೆ ಮನೆಯ ಗೋಡೆ ಕುಸಿದು ಬಾಲಕಿ ಸಾವನ್ನಪ್ಪಿದ್ದಾಳೆ. ಜಿಲ್ಲೆಯ ಕೃಷ್ಣಾ, ಮಲಪ್ರಭಾ, ಘಟಪ್ರಭಾ, ವೇದಗಂಗಾ ನದಿಗಳಲ್ಲಿ ನೀರಿನ ಮಟ್ಟ ಏರಿಕೆಯಾಗಿದ್ದು, ಕೆಳಸೇತುವೆಗಳು ಮುಳುಗಡೆಯಾಗಿವೆ. ಜಿಲ್ಲಾಡಳಿತ ನದಿ ತೀರದ ಜನರಿಗೆ ಎಚ್ಚರಿಕೆ ನೀಡಿದೆ.: [262, 651, 492, 739]
photo-caption: ಗೋಡೆ ಕುಸಿದ ಪರಿಣಾಮ ಮುಂದೆ ಭಾಗದ ಮಳೆಯಿಂದಾಗಿ ಸ್ಥಳೀಯರು ತೊಂದರೆ ಅನುಭವಿಸಿದರು.: [472, 1119, 642, 1143]
fever-headline: ಜ್ವರ, ಶೀತವಿದ್ದರೆ ಶಾಲೆಗೆ ಬೇಡ: [970, 1666, 1189, 1691]
sign-tula: ♎ ತುಲಾ ಸಾಧ್ಯವಾದಷ್ಟು ನಿಮ್ಮ ಮನಸ್ಸು ಉದ್ವೇಗ ಸಾಧಿಸುವುದು. ಆಪ್ತರ ಸಲಹೆಗೆ ಗಮನ. ವ್ಯವಹಾರದಲ್ಲಿ ಆರ್ಥಿಕ ಹಿನ್ನಡೆ ಕಾಣುವುದು.: [134, 784, 228, 851]
udupi-title: ದ.ಕ., ಉಡುಪಿಯಲ್ಲಿ ಭಾರೀ ಮಳೆ: [262, 854, 549, 884]
deaths-box: [1016, 1100, 1284, 1300]
flood-photo: [472, 892, 642, 1112]
date: 27 ಮೇ 2025: [1148, 80, 1217, 94]
virgo-icon: ♍: [12, 1314, 28, 1330]
registration-marks: [90, 2070, 1240, 2082]
deaths-body: ಬೆಂಗಳೂರು ರಾಜ್ಯದ ವಿವಿಧ ಜಿಲ್ಲೆಗಳಲ್ಲಿ ಸುರಿದ ಭಾರಿ ಮಳೆಗೆ ಸೋಮವಾರ ಆರು ಮಂದಿ ಮೃತಪಟ್ಟಿದ್ದಾರೆ. ಕಂದಾಯ ಸಚಿವರು ಸಂಬಂಧಪಟ್ಟ ಜಿಲ್ಲಾಧಿಕಾರಿಗಳಿಗೆ ಪರಿಹಾರ ಕಾರ್ಯ ಕೈಗೊಳ್ಳಲು ಸೂಚಿಸಿದ್ದಾರೆ. ಮುಂದಿನ ಮೂರು ದಿನ ಭಾರಿ ಮಳೆಯಾಗುವ ಮುನ್ಸೂಚನೆ ಇದೆ.: [1024, 1133, 1276, 1191]
mysore-pak-headline: ಮೈಸೂರು ಪಾಕ್ ಅಲ್ಲ ಪಾಕ: [457, 1666, 757, 1706]
libra-icon: ♎: [134, 784, 150, 800]
inflow-badge-text: ನದಿಗಳ ಒಳ ಹರಿವು ಹೆಚ್ಚಳ: [661, 906, 743, 941]
taurus-icon: ♉: [12, 904, 28, 920]
cpc-highlight: ◆ ಪ್ರಕರಣ ನಿರ್ವಹಣೆಗೆ ಪೂರ್ ವ್ಯಾಖ್ಯಾನ: [772, 281, 1000, 296]
